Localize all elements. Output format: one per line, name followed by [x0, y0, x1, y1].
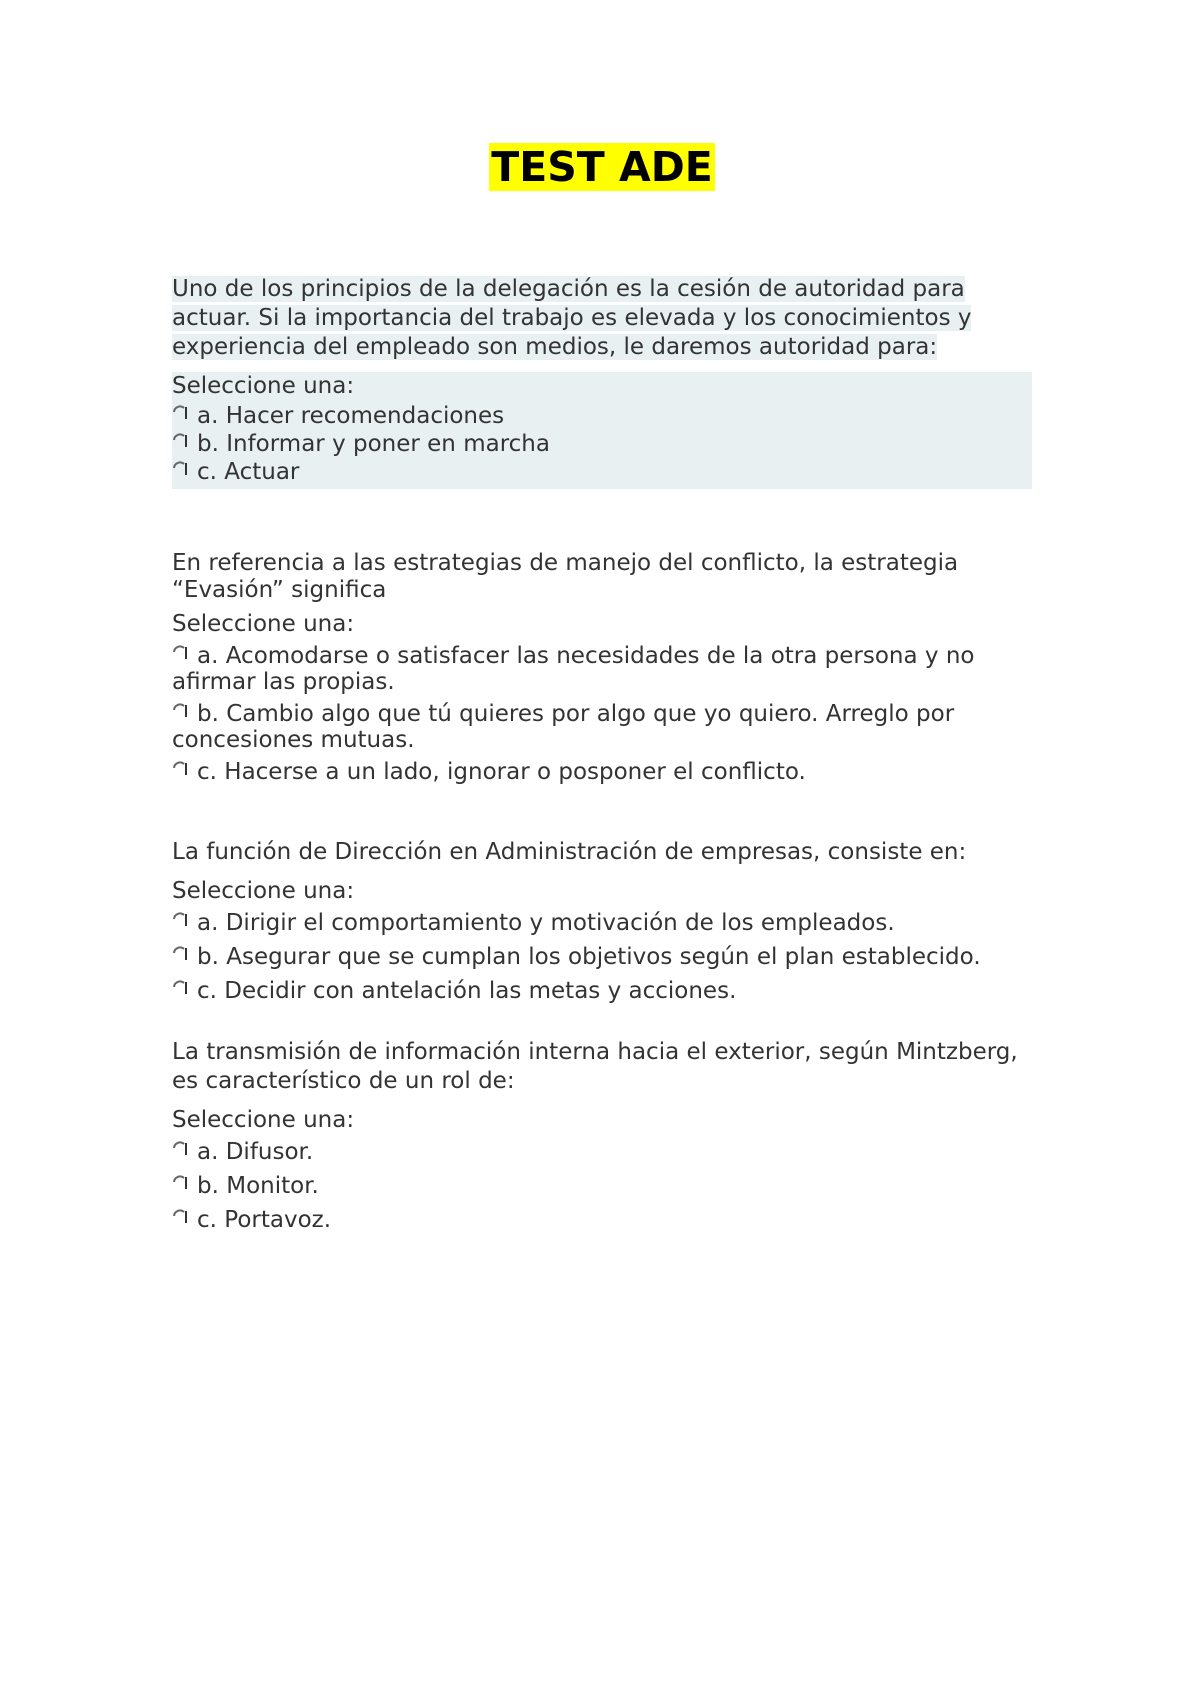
- question-1: [172, 275, 1032, 489]
- question-2-option-a-label: a. Acomodarse o satisfacer las necesidades de la otra persona y no afirmar las propias.: [172, 643, 975, 695]
- question-1-option-a-label: a. Hacer recomendaciones: [197, 403, 505, 429]
- question-2-option-b-label: b. Cambio algo que tú quieres por algo que yo quiero. Arreglo por concesiones mutuas.: [172, 701, 955, 753]
- question-4-stem: La transmisión de información interna hacia el exterior, según Mintzberg, es característico de un rol de:: [172, 1039, 1018, 1094]
- radio-button-icon[interactable]: [172, 702, 190, 722]
- question-3-option-b-label: b. Asegurar que se cumplan los objetivos según el plan establecido.: [197, 944, 981, 970]
- question-1-option-b[interactable]: [172, 431, 1032, 457]
- radio-button-icon[interactable]: [172, 911, 190, 931]
- radio-button-icon[interactable]: [172, 1208, 190, 1228]
- question-1-stem-text: Uno de los principios de la delegación es la cesión de autoridad para actuar. Si la importancia del trabajo es elevada y los conocimientos y experiencia del empleado son medios, le daremos autoridad para:: [172, 276, 972, 360]
- question-4-option-c-label: c. Portavoz.: [197, 1207, 332, 1233]
- question-3-option-c-label: c. Decidir con antelación las metas y acciones.: [197, 978, 737, 1004]
- question-1-stem: [172, 275, 1032, 362]
- question-2-option-c[interactable]: [172, 759, 1032, 785]
- radio-button-icon[interactable]: [172, 432, 190, 452]
- question-3-select: [172, 877, 1032, 1004]
- radio-button-icon[interactable]: [172, 945, 190, 965]
- question-1-select: [172, 372, 1032, 489]
- question-4-option-a[interactable]: [172, 1139, 1032, 1165]
- question-3-option-b[interactable]: [172, 944, 1032, 970]
- question-3-option-c[interactable]: [172, 978, 1032, 1004]
- radio-button-icon[interactable]: [172, 644, 190, 664]
- question-3-option-a[interactable]: [172, 910, 1032, 936]
- question-2-prompt: Seleccione una:: [172, 611, 355, 637]
- question-2-option-c-label: c. Hacerse a un lado, ignorar o posponer el conflicto.: [197, 759, 806, 785]
- question-4-option-a-label: a. Difusor.: [197, 1139, 314, 1165]
- radio-button-icon[interactable]: [172, 460, 190, 480]
- question-4-option-b[interactable]: [172, 1173, 1032, 1199]
- question-2-select: [172, 610, 1032, 785]
- title-wrap: [172, 143, 1032, 191]
- radio-button-icon[interactable]: [172, 979, 190, 999]
- radio-button-icon[interactable]: [172, 760, 190, 780]
- question-2-option-a[interactable]: [172, 643, 1032, 695]
- page-title: TEST ADE: [491, 143, 713, 191]
- question-4: [172, 1038, 1032, 1233]
- question-2-stem: En referencia a las estrategias de manejo del conflicto, la estrategia “Evasión” significa: [172, 550, 959, 603]
- question-1-option-a[interactable]: [172, 403, 1032, 429]
- question-1-prompt: Seleccione una:: [172, 373, 355, 399]
- question-1-option-c[interactable]: [172, 459, 1032, 485]
- question-2: [172, 550, 1032, 785]
- question-4-option-b-label: b. Monitor.: [197, 1173, 319, 1199]
- question-2-option-b[interactable]: [172, 701, 1032, 753]
- question-4-prompt: Seleccione una:: [172, 1107, 355, 1133]
- radio-button-icon[interactable]: [172, 1140, 190, 1160]
- radio-button-icon[interactable]: [172, 404, 190, 424]
- question-3-option-a-label: a. Dirigir el comportamiento y motivación de los empleados.: [197, 910, 895, 936]
- question-3: [172, 838, 1032, 1004]
- question-1-option-b-label: b. Informar y poner en marcha: [197, 431, 550, 457]
- question-4-select: [172, 1106, 1032, 1233]
- question-3-stem: La función de Dirección en Administración de empresas, consiste en:: [172, 839, 967, 865]
- question-3-prompt: Seleccione una:: [172, 878, 355, 904]
- question-4-option-c[interactable]: [172, 1207, 1032, 1233]
- question-1-option-c-label: c. Actuar: [197, 459, 300, 485]
- radio-button-icon[interactable]: [172, 1174, 190, 1194]
